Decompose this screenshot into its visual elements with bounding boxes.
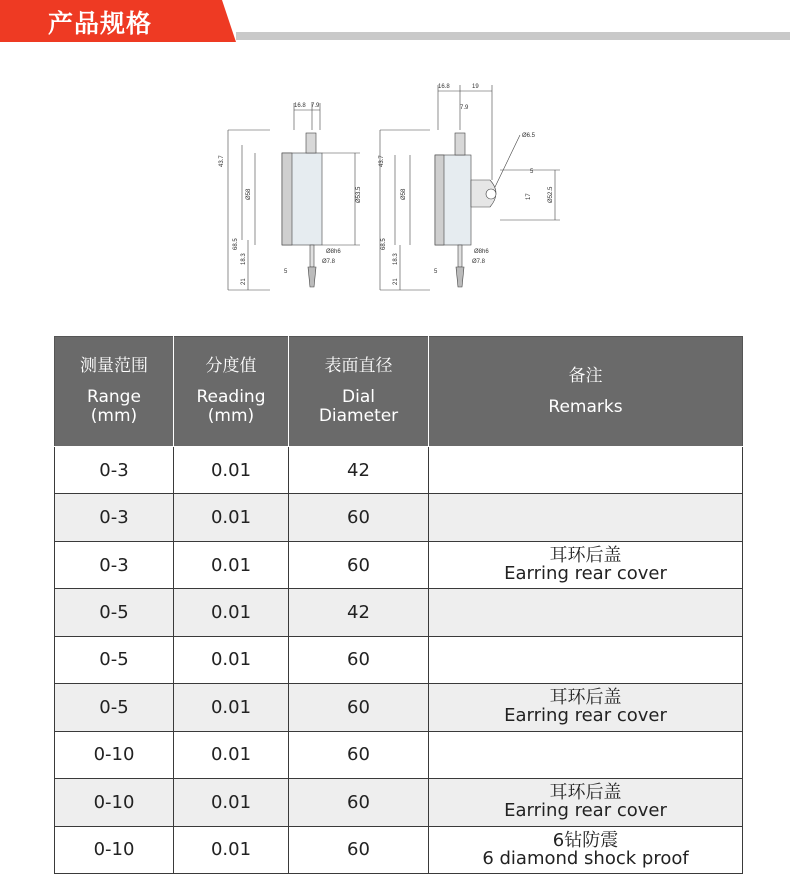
dim-label: Ø53.5 [356,186,362,203]
cell-dial: 42 [289,589,429,636]
cell-range: 0-5 [55,684,174,731]
table-row [55,541,743,588]
table-row [55,494,743,541]
cell-dial: 60 [289,541,429,588]
cell-dial: 60 [289,684,429,731]
table-row [55,636,743,683]
col-header-range: 测量范围 Range (mm) [55,337,174,447]
dim-label: 5 [530,169,534,175]
table-row [55,731,743,778]
dim-label: Ø7.8 [322,259,336,265]
dim-label: 7.9 [311,103,320,109]
cell-dial: 42 [289,447,429,494]
dim-label: Ø58 [401,188,407,200]
cell-reading: 0.01 [174,684,289,731]
dim-label: 17 [526,193,532,200]
cell-remarks [429,731,743,778]
cell-remarks [429,636,743,683]
dimension-drawing [210,75,590,320]
cell-reading: 0.01 [174,447,289,494]
dim-label: Ø8h6 [326,249,341,255]
right-indicator-figure [380,85,560,290]
cell-remarks: 耳环后盖 Earring rear cover [429,779,743,826]
cell-remarks: 6钻防震 6 diamond shock proof [429,826,743,874]
table-row [55,826,743,874]
dim-label: Ø8h6 [474,249,489,255]
cell-dial: 60 [289,779,429,826]
col-header-dial: 表面直径 Dial Diameter [289,337,429,447]
cell-remarks [429,447,743,494]
cell-range: 0-3 [55,447,174,494]
cell-reading: 0.01 [174,826,289,874]
cell-dial: 60 [289,826,429,874]
dim-label: 43.7 [379,155,385,167]
dim-label: 5 [434,269,438,275]
dim-label: 16.8 [294,103,306,109]
cell-range: 0-10 [55,779,174,826]
dim-label: 21 [241,278,247,285]
dim-label: 18.3 [393,253,399,265]
cell-range: 0-5 [55,636,174,683]
cell-range: 0-10 [55,826,174,874]
dim-label: Ø7.8 [472,259,486,265]
table-row [55,589,743,636]
cell-range: 0-3 [55,494,174,541]
dim-label: 68.5 [233,238,239,250]
cell-reading: 0.01 [174,731,289,778]
cell-remarks [429,589,743,636]
cell-remarks: 耳环后盖 Earring rear cover [429,541,743,588]
cell-reading: 0.01 [174,779,289,826]
spec-table [54,336,743,874]
cell-range: 0-3 [55,541,174,588]
cell-reading: 0.01 [174,589,289,636]
cell-reading: 0.01 [174,541,289,588]
dim-label: Ø58 [246,188,252,200]
dim-label: 16.8 [438,84,450,90]
dim-label: 68.5 [381,238,387,250]
cell-range: 0-10 [55,731,174,778]
table-row [55,779,743,826]
dim-label: 43.7 [219,155,225,167]
section-header [0,0,790,44]
dim-label: 5 [284,269,288,275]
dim-label: 19 [472,84,479,90]
dim-label: 21 [393,278,399,285]
dim-label: Ø52.5 [548,186,554,203]
cell-remarks [429,494,743,541]
cell-remarks: 耳环后盖 Earring rear cover [429,684,743,731]
col-header-remarks: 备注 Remarks [429,337,743,447]
dim-label: Ø6.5 [522,133,536,139]
dim-label: 18.3 [241,253,247,265]
header-gray-bar [236,32,790,40]
section-title: 产品规格 [48,9,153,38]
cell-dial: 60 [289,636,429,683]
table-header-row [55,337,743,447]
cell-reading: 0.01 [174,494,289,541]
cell-range: 0-5 [55,589,174,636]
col-header-reading: 分度值 Reading (mm) [174,337,289,447]
cell-dial: 60 [289,494,429,541]
table-row [55,684,743,731]
cell-reading: 0.01 [174,636,289,683]
cell-dial: 60 [289,731,429,778]
dim-label: 7.9 [460,105,469,111]
table-row [55,447,743,494]
